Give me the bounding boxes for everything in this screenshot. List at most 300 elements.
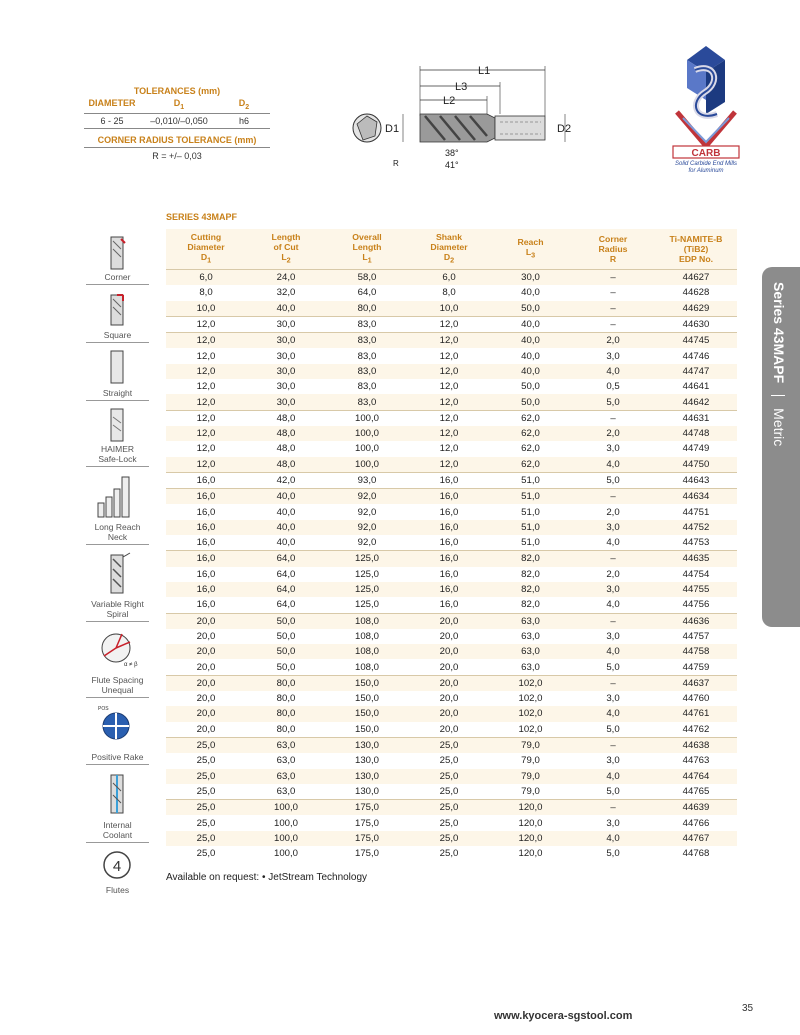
- straight-shank-icon: [104, 349, 130, 387]
- cell-overall-length: 92,0: [357, 506, 377, 518]
- tol-col-d1: $D_1$: [173, 98, 185, 111]
- cell-edp-no: 44754: [682, 568, 710, 580]
- cell-length-of-cut: 63,0: [246, 784, 326, 800]
- cell-shank-diameter: 25,0: [408, 784, 490, 800]
- cell-corner-radius: –: [571, 737, 655, 753]
- cell-corner-radius: 5,0: [571, 394, 655, 410]
- cell-corner-radius: 3,0: [606, 630, 620, 642]
- cell-reach: 62,0: [521, 412, 540, 424]
- cell-edp-no: 44745: [655, 333, 737, 349]
- table-row: [166, 722, 737, 738]
- cell-reach: 63,0: [490, 659, 571, 675]
- table-row: [166, 815, 737, 830]
- cell-corner-radius: 2,0: [606, 506, 620, 518]
- logo-text: CARB: [691, 148, 721, 159]
- cell-shank-diameter: 12,0: [408, 457, 490, 473]
- cell-shank-diameter: 12,0: [439, 412, 459, 424]
- long-reach-neck-icon: [96, 473, 136, 521]
- table-row: [166, 831, 737, 846]
- cell-shank-diameter: 20,0: [408, 675, 490, 691]
- table-row: [166, 504, 737, 519]
- cell-reach: 63,0: [490, 644, 571, 659]
- cell-shank-diameter: 6,0: [408, 270, 490, 286]
- table-row: [166, 784, 737, 800]
- cell-edp-no: 44628: [682, 287, 710, 299]
- cell-length-of-cut: 63,0: [246, 769, 326, 784]
- cell-corner-radius: 3,0: [606, 350, 620, 362]
- table-row: [166, 472, 737, 488]
- cell-edp-no: 44643: [655, 472, 737, 488]
- cell-length-of-cut: 40,0: [246, 301, 326, 317]
- haimer-safe-lock-icon: [104, 407, 130, 445]
- alpha-beta-text: α ≠ β: [124, 662, 138, 668]
- cell-reach: 82,0: [490, 551, 571, 567]
- cell-edp-no: 44641: [682, 381, 710, 393]
- cell-edp-no: 44636: [655, 613, 737, 629]
- feature-internal-coolant: [86, 765, 149, 843]
- cell-corner-radius: –: [571, 551, 655, 567]
- l3-label: L3: [455, 81, 468, 93]
- cell-shank-diameter: 12,0: [439, 443, 459, 455]
- cell-reach: 79,0: [490, 737, 571, 753]
- cell-length-of-cut: 30,0: [246, 316, 326, 332]
- cell-shank-diameter: 20,0: [408, 659, 490, 675]
- cell-shank-diameter: 16,0: [408, 535, 490, 551]
- cell-shank-diameter: 8,0: [442, 287, 456, 299]
- table-row: [166, 737, 737, 753]
- tol-d2-value: h6: [238, 115, 249, 126]
- cell-edp-no: 44634: [655, 489, 737, 505]
- cell-overall-length: 83,0: [326, 364, 408, 379]
- cell-shank-diameter: 12,0: [439, 350, 459, 362]
- internal-coolant-icon: [104, 771, 134, 817]
- cell-overall-length: 108,0: [326, 613, 408, 629]
- variable-right-spiral-icon: [104, 551, 134, 597]
- cell-cutting-diameter: 12,0: [166, 457, 246, 473]
- l2-label: L2: [443, 95, 456, 107]
- tab-metric-label: Metric: [771, 408, 787, 447]
- cell-length-of-cut: 80,0: [246, 722, 326, 738]
- cell-cutting-diameter: 16,0: [166, 582, 246, 597]
- footer-url[interactable]: www.kyocera-sgstool.com: [494, 1010, 633, 1022]
- product-table: [166, 229, 737, 861]
- table-row: [166, 520, 737, 535]
- cell-cutting-diameter: 20,0: [196, 630, 216, 642]
- cell-edp-no: 44764: [655, 769, 737, 784]
- table-row: [166, 644, 737, 659]
- table-header-row: [166, 229, 737, 270]
- cell-overall-length: 150,0: [326, 675, 408, 691]
- cell-shank-diameter: 16,0: [408, 597, 490, 613]
- cell-corner-radius: –: [610, 287, 616, 299]
- cell-reach: 51,0: [521, 506, 540, 518]
- cell-cutting-diameter: 12,0: [166, 316, 246, 332]
- cell-reach: 79,0: [490, 784, 571, 800]
- cell-length-of-cut: 40,0: [246, 489, 326, 505]
- cell-edp-no: 44762: [655, 722, 737, 738]
- cell-corner-radius: –: [571, 316, 655, 332]
- cell-shank-diameter: 12,0: [439, 381, 459, 393]
- s-carb-logo: [665, 42, 747, 174]
- cell-shank-diameter: 25,0: [408, 800, 490, 816]
- cell-cutting-diameter: 16,0: [196, 568, 216, 580]
- table-row: [166, 597, 737, 613]
- cell-edp-no: 44759: [655, 659, 737, 675]
- flutes-count: 4: [112, 858, 122, 875]
- cell-reach: 63,0: [521, 630, 540, 642]
- cell-length-of-cut: 63,0: [276, 755, 296, 767]
- cell-overall-length: 83,0: [326, 333, 408, 349]
- cell-length-of-cut: 30,0: [246, 333, 326, 349]
- cell-reach: 62,0: [521, 443, 540, 455]
- cell-shank-diameter: 16,0: [408, 472, 490, 488]
- cell-length-of-cut: 64,0: [246, 597, 326, 613]
- cell-reach: 50,0: [521, 381, 540, 393]
- cell-length-of-cut: 100,0: [246, 800, 326, 816]
- cell-overall-length: 125,0: [326, 597, 408, 613]
- table-row: [166, 567, 737, 582]
- cell-cutting-diameter: 12,0: [196, 443, 216, 455]
- cell-cutting-diameter: 25,0: [166, 737, 246, 753]
- cell-cutting-diameter: 20,0: [166, 675, 246, 691]
- tolerances-block: [84, 86, 270, 161]
- logo-tagline-1: Solid Carbide End Mills: [674, 161, 738, 167]
- cell-overall-length: 83,0: [357, 350, 377, 362]
- feature-label: Long Reach Neck: [94, 522, 141, 542]
- helix-angle-2: 41°: [445, 160, 459, 170]
- cell-shank-diameter: 16,0: [439, 506, 459, 518]
- cell-overall-length: 175,0: [354, 817, 379, 829]
- feature-label: HAIMER Safe-Lock: [98, 444, 137, 464]
- cell-reach: 62,0: [490, 457, 571, 473]
- cell-cutting-diameter: 12,0: [166, 333, 246, 349]
- tolerances-header-row: [84, 98, 270, 111]
- cell-length-of-cut: 80,0: [246, 675, 326, 691]
- feature-square: [86, 285, 149, 343]
- cell-corner-radius: 2,0: [571, 426, 655, 441]
- table-row: [166, 582, 737, 597]
- feature-haimer: [86, 401, 149, 467]
- cell-cutting-diameter: 25,0: [166, 831, 246, 846]
- cell-corner-radius: 2,0: [571, 333, 655, 349]
- cell-length-of-cut: 32,0: [276, 287, 296, 299]
- cell-reach: 40,0: [521, 287, 540, 299]
- cell-corner-radius: 5,0: [571, 472, 655, 488]
- feature-label: Corner: [104, 272, 131, 282]
- cell-corner-radius: 4,0: [571, 364, 655, 379]
- table-row: [166, 535, 737, 551]
- cell-overall-length: 130,0: [354, 755, 379, 767]
- table-row: [166, 675, 737, 691]
- cell-cutting-diameter: 10,0: [166, 301, 246, 317]
- table-row: [166, 691, 737, 706]
- cell-corner-radius: –: [571, 675, 655, 691]
- cell-overall-length: 100,0: [354, 412, 379, 424]
- cell-shank-diameter: 25,0: [439, 817, 459, 829]
- cell-reach: 82,0: [490, 597, 571, 613]
- cell-reach: 79,0: [521, 755, 540, 767]
- table-row: [166, 800, 737, 816]
- cell-corner-radius: –: [571, 270, 655, 286]
- cell-corner-radius: 3,0: [571, 520, 655, 535]
- cell-overall-length: 83,0: [357, 381, 377, 393]
- positive-rake-icon: [98, 704, 138, 744]
- table-row: [166, 489, 737, 505]
- table-row: [166, 270, 737, 286]
- table-row: [166, 333, 737, 349]
- cell-overall-length: 58,0: [326, 270, 408, 286]
- cell-overall-length: 100,0: [326, 457, 408, 473]
- cell-overall-length: 92,0: [326, 535, 408, 551]
- table-row: [166, 706, 737, 721]
- cell-corner-radius: 4,0: [571, 706, 655, 721]
- tolerances-title: TOLERANCES (mm): [133, 86, 221, 96]
- cell-edp-no: 44630: [655, 316, 737, 332]
- col-reach: Reach $L_3$: [490, 229, 571, 270]
- table-row: [166, 613, 737, 629]
- corner-radius-tolerance-value: R = +/– 0,03: [152, 150, 202, 161]
- cell-corner-radius: 4,0: [571, 457, 655, 473]
- table-row: [166, 753, 737, 768]
- tol-diameter-value: 6 - 25: [100, 115, 124, 126]
- radius-label: R: [393, 159, 399, 168]
- cell-length-of-cut: 64,0: [246, 582, 326, 597]
- table-row: [166, 659, 737, 675]
- cell-length-of-cut: 50,0: [246, 613, 326, 629]
- cell-length-of-cut: 100,0: [273, 848, 298, 860]
- cell-reach: 51,0: [490, 489, 571, 505]
- cell-edp-no: 44638: [655, 737, 737, 753]
- cell-corner-radius: –: [571, 489, 655, 505]
- cell-cutting-diameter: 12,0: [196, 412, 216, 424]
- col-overall-length: Overall Length $L_1$: [326, 229, 408, 270]
- cell-cutting-diameter: 16,0: [196, 506, 216, 518]
- cell-overall-length: 92,0: [326, 489, 408, 505]
- cell-edp-no: 44749: [682, 443, 710, 455]
- cell-shank-diameter: 25,0: [408, 831, 490, 846]
- cell-shank-diameter: 20,0: [408, 613, 490, 629]
- cell-cutting-diameter: 12,0: [166, 394, 246, 410]
- table-row: [166, 394, 737, 410]
- table-row: [166, 457, 737, 473]
- cell-reach: 51,0: [490, 535, 571, 551]
- cell-reach: 51,0: [490, 520, 571, 535]
- cell-length-of-cut: 48,0: [246, 426, 326, 441]
- flutes-icon: [102, 849, 132, 883]
- cell-overall-length: 125,0: [354, 568, 379, 580]
- cell-length-of-cut: 64,0: [276, 568, 296, 580]
- cell-overall-length: 108,0: [326, 659, 408, 675]
- cell-overall-length: 130,0: [326, 769, 408, 784]
- cell-corner-radius: 4,0: [571, 831, 655, 846]
- cell-shank-diameter: 25,0: [439, 755, 459, 767]
- cell-corner-radius: 5,0: [571, 722, 655, 738]
- cell-edp-no: 44752: [655, 520, 737, 535]
- cell-cutting-diameter: 25,0: [196, 817, 216, 829]
- square-icon: [104, 291, 130, 329]
- cell-reach: 40,0: [521, 350, 540, 362]
- cell-length-of-cut: 50,0: [246, 659, 326, 675]
- cell-overall-length: 83,0: [326, 316, 408, 332]
- cell-length-of-cut: 24,0: [246, 270, 326, 286]
- cell-length-of-cut: 48,0: [276, 412, 296, 424]
- cell-corner-radius: 3,0: [606, 693, 620, 705]
- cell-shank-diameter: 25,0: [439, 848, 459, 860]
- cell-overall-length: 150,0: [326, 706, 408, 721]
- cell-length-of-cut: 48,0: [276, 443, 296, 455]
- cell-cutting-diameter: 8,0: [199, 287, 213, 299]
- flute-spacing-unequal-icon: [98, 628, 138, 668]
- cell-edp-no: 44746: [682, 350, 710, 362]
- pos-text: POS: [98, 706, 109, 712]
- cell-reach: 120,0: [518, 817, 543, 829]
- cell-cutting-diameter: 20,0: [166, 613, 246, 629]
- cell-overall-length: 100,0: [354, 443, 379, 455]
- cell-cutting-diameter: 20,0: [166, 722, 246, 738]
- cell-cutting-diameter: 16,0: [166, 472, 246, 488]
- cell-shank-diameter: 12,0: [408, 364, 490, 379]
- cell-corner-radius: 4,0: [571, 597, 655, 613]
- cell-reach: 120,0: [518, 848, 543, 860]
- cell-length-of-cut: 100,0: [246, 831, 326, 846]
- table-row: [166, 410, 737, 426]
- end-mill-drawing: [345, 56, 585, 176]
- cell-corner-radius: 3,0: [571, 582, 655, 597]
- cell-length-of-cut: 80,0: [276, 693, 296, 705]
- cell-edp-no: 44765: [655, 784, 737, 800]
- cell-reach: 40,0: [490, 316, 571, 332]
- cell-shank-diameter: 10,0: [408, 301, 490, 317]
- cell-cutting-diameter: 6,0: [166, 270, 246, 286]
- cell-edp-no: 44768: [682, 848, 710, 860]
- cell-overall-length: 108,0: [354, 630, 379, 642]
- cell-edp-no: 44747: [655, 364, 737, 379]
- cell-edp-no: 44758: [655, 644, 737, 659]
- cell-cutting-diameter: 20,0: [166, 659, 246, 675]
- cell-shank-diameter: 16,0: [408, 520, 490, 535]
- cell-shank-diameter: 25,0: [408, 769, 490, 784]
- cell-edp-no: 44755: [655, 582, 737, 597]
- cell-length-of-cut: 40,0: [246, 520, 326, 535]
- cell-length-of-cut: 48,0: [246, 457, 326, 473]
- cell-edp-no: 44635: [655, 551, 737, 567]
- cell-length-of-cut: 42,0: [246, 472, 326, 488]
- cell-overall-length: 175,0: [354, 848, 379, 860]
- cell-edp-no: 44627: [655, 270, 737, 286]
- feature-label: Straight: [102, 388, 133, 398]
- table-row: [166, 348, 737, 363]
- cell-cutting-diameter: 16,0: [166, 551, 246, 567]
- cell-cutting-diameter: 12,0: [166, 364, 246, 379]
- cell-reach: 50,0: [490, 394, 571, 410]
- cell-overall-length: 93,0: [326, 472, 408, 488]
- cell-corner-radius: –: [571, 800, 655, 816]
- cell-cutting-diameter: 16,0: [166, 489, 246, 505]
- table-row: [166, 316, 737, 332]
- cell-shank-diameter: 12,0: [408, 394, 490, 410]
- cell-length-of-cut: 64,0: [246, 551, 326, 567]
- table-row: [166, 846, 737, 861]
- cell-shank-diameter: 16,0: [408, 582, 490, 597]
- col-shank-diameter: Shank Diameter $D_2$: [408, 229, 490, 270]
- cell-length-of-cut: 50,0: [246, 644, 326, 659]
- end-view-icon: [353, 114, 381, 142]
- cell-shank-diameter: 20,0: [408, 644, 490, 659]
- cell-corner-radius: 3,0: [606, 817, 620, 829]
- col-corner-radius: Corner Radius R: [571, 229, 655, 270]
- cell-overall-length: 100,0: [326, 426, 408, 441]
- cell-edp-no: 44748: [655, 426, 737, 441]
- page-number: 35: [742, 1003, 754, 1014]
- cell-corner-radius: 5,0: [571, 659, 655, 675]
- cell-reach: 120,0: [490, 831, 571, 846]
- cell-cutting-diameter: 12,0: [196, 350, 216, 362]
- table-row: [166, 769, 737, 784]
- cell-reach: 51,0: [490, 472, 571, 488]
- cell-corner-radius: 3,0: [606, 755, 620, 767]
- cell-shank-diameter: 12,0: [408, 426, 490, 441]
- cell-cutting-diameter: 16,0: [166, 597, 246, 613]
- cell-corner-radius: –: [610, 412, 616, 424]
- cell-reach: 102,0: [518, 693, 543, 705]
- cell-shank-diameter: 12,0: [408, 316, 490, 332]
- cell-cutting-diameter: 20,0: [196, 693, 216, 705]
- cell-edp-no: 44760: [682, 693, 710, 705]
- cell-length-of-cut: 80,0: [246, 706, 326, 721]
- table-row: [166, 285, 737, 300]
- feature-label: Internal Coolant: [102, 820, 133, 840]
- cell-edp-no: 44756: [655, 597, 737, 613]
- cell-overall-length: 175,0: [326, 831, 408, 846]
- feature-flute-spacing: [86, 622, 149, 698]
- cell-cutting-diameter: 25,0: [196, 755, 216, 767]
- feature-corner: [86, 229, 149, 285]
- cell-length-of-cut: 50,0: [276, 630, 296, 642]
- cell-corner-radius: –: [571, 613, 655, 629]
- tolerances-row: [84, 116, 270, 126]
- cell-shank-diameter: 16,0: [408, 551, 490, 567]
- col-cutting-diameter: Cutting Diameter $D_1$: [166, 229, 246, 270]
- cell-reach: 62,0: [490, 426, 571, 441]
- cell-reach: 82,0: [490, 582, 571, 597]
- cell-reach: 82,0: [521, 568, 540, 580]
- table-row: [166, 441, 737, 456]
- cell-corner-radius: 4,0: [571, 769, 655, 784]
- cell-length-of-cut: 30,0: [246, 394, 326, 410]
- cell-shank-diameter: 25,0: [408, 737, 490, 753]
- col-edp-no: Ti-NAMITE-B (TiB2) EDP No.: [655, 229, 737, 270]
- feature-long-reach: [86, 467, 149, 545]
- cell-overall-length: 150,0: [354, 693, 379, 705]
- table-row: [166, 551, 737, 567]
- feature-variable-spiral: [86, 545, 149, 622]
- cell-edp-no: 44757: [682, 630, 710, 642]
- l1-label: L1: [478, 65, 491, 77]
- cell-edp-no: 44631: [682, 412, 710, 424]
- cell-length-of-cut: 30,0: [246, 364, 326, 379]
- cell-shank-diameter: 20,0: [408, 722, 490, 738]
- cell-corner-radius: 0,5: [606, 381, 620, 393]
- cell-length-of-cut: 100,0: [273, 817, 298, 829]
- table-row: [166, 379, 737, 394]
- cell-cutting-diameter: 20,0: [166, 706, 246, 721]
- feature-label: Variable Right Spiral: [91, 599, 144, 619]
- availability-note: Available on request: • JetStream Technology: [166, 872, 368, 883]
- cell-reach: 63,0: [490, 613, 571, 629]
- cell-edp-no: 44642: [655, 394, 737, 410]
- corner-radius-tolerance-title: CORNER RADIUS TOLERANCE (mm): [97, 134, 257, 145]
- table-row: [166, 364, 737, 379]
